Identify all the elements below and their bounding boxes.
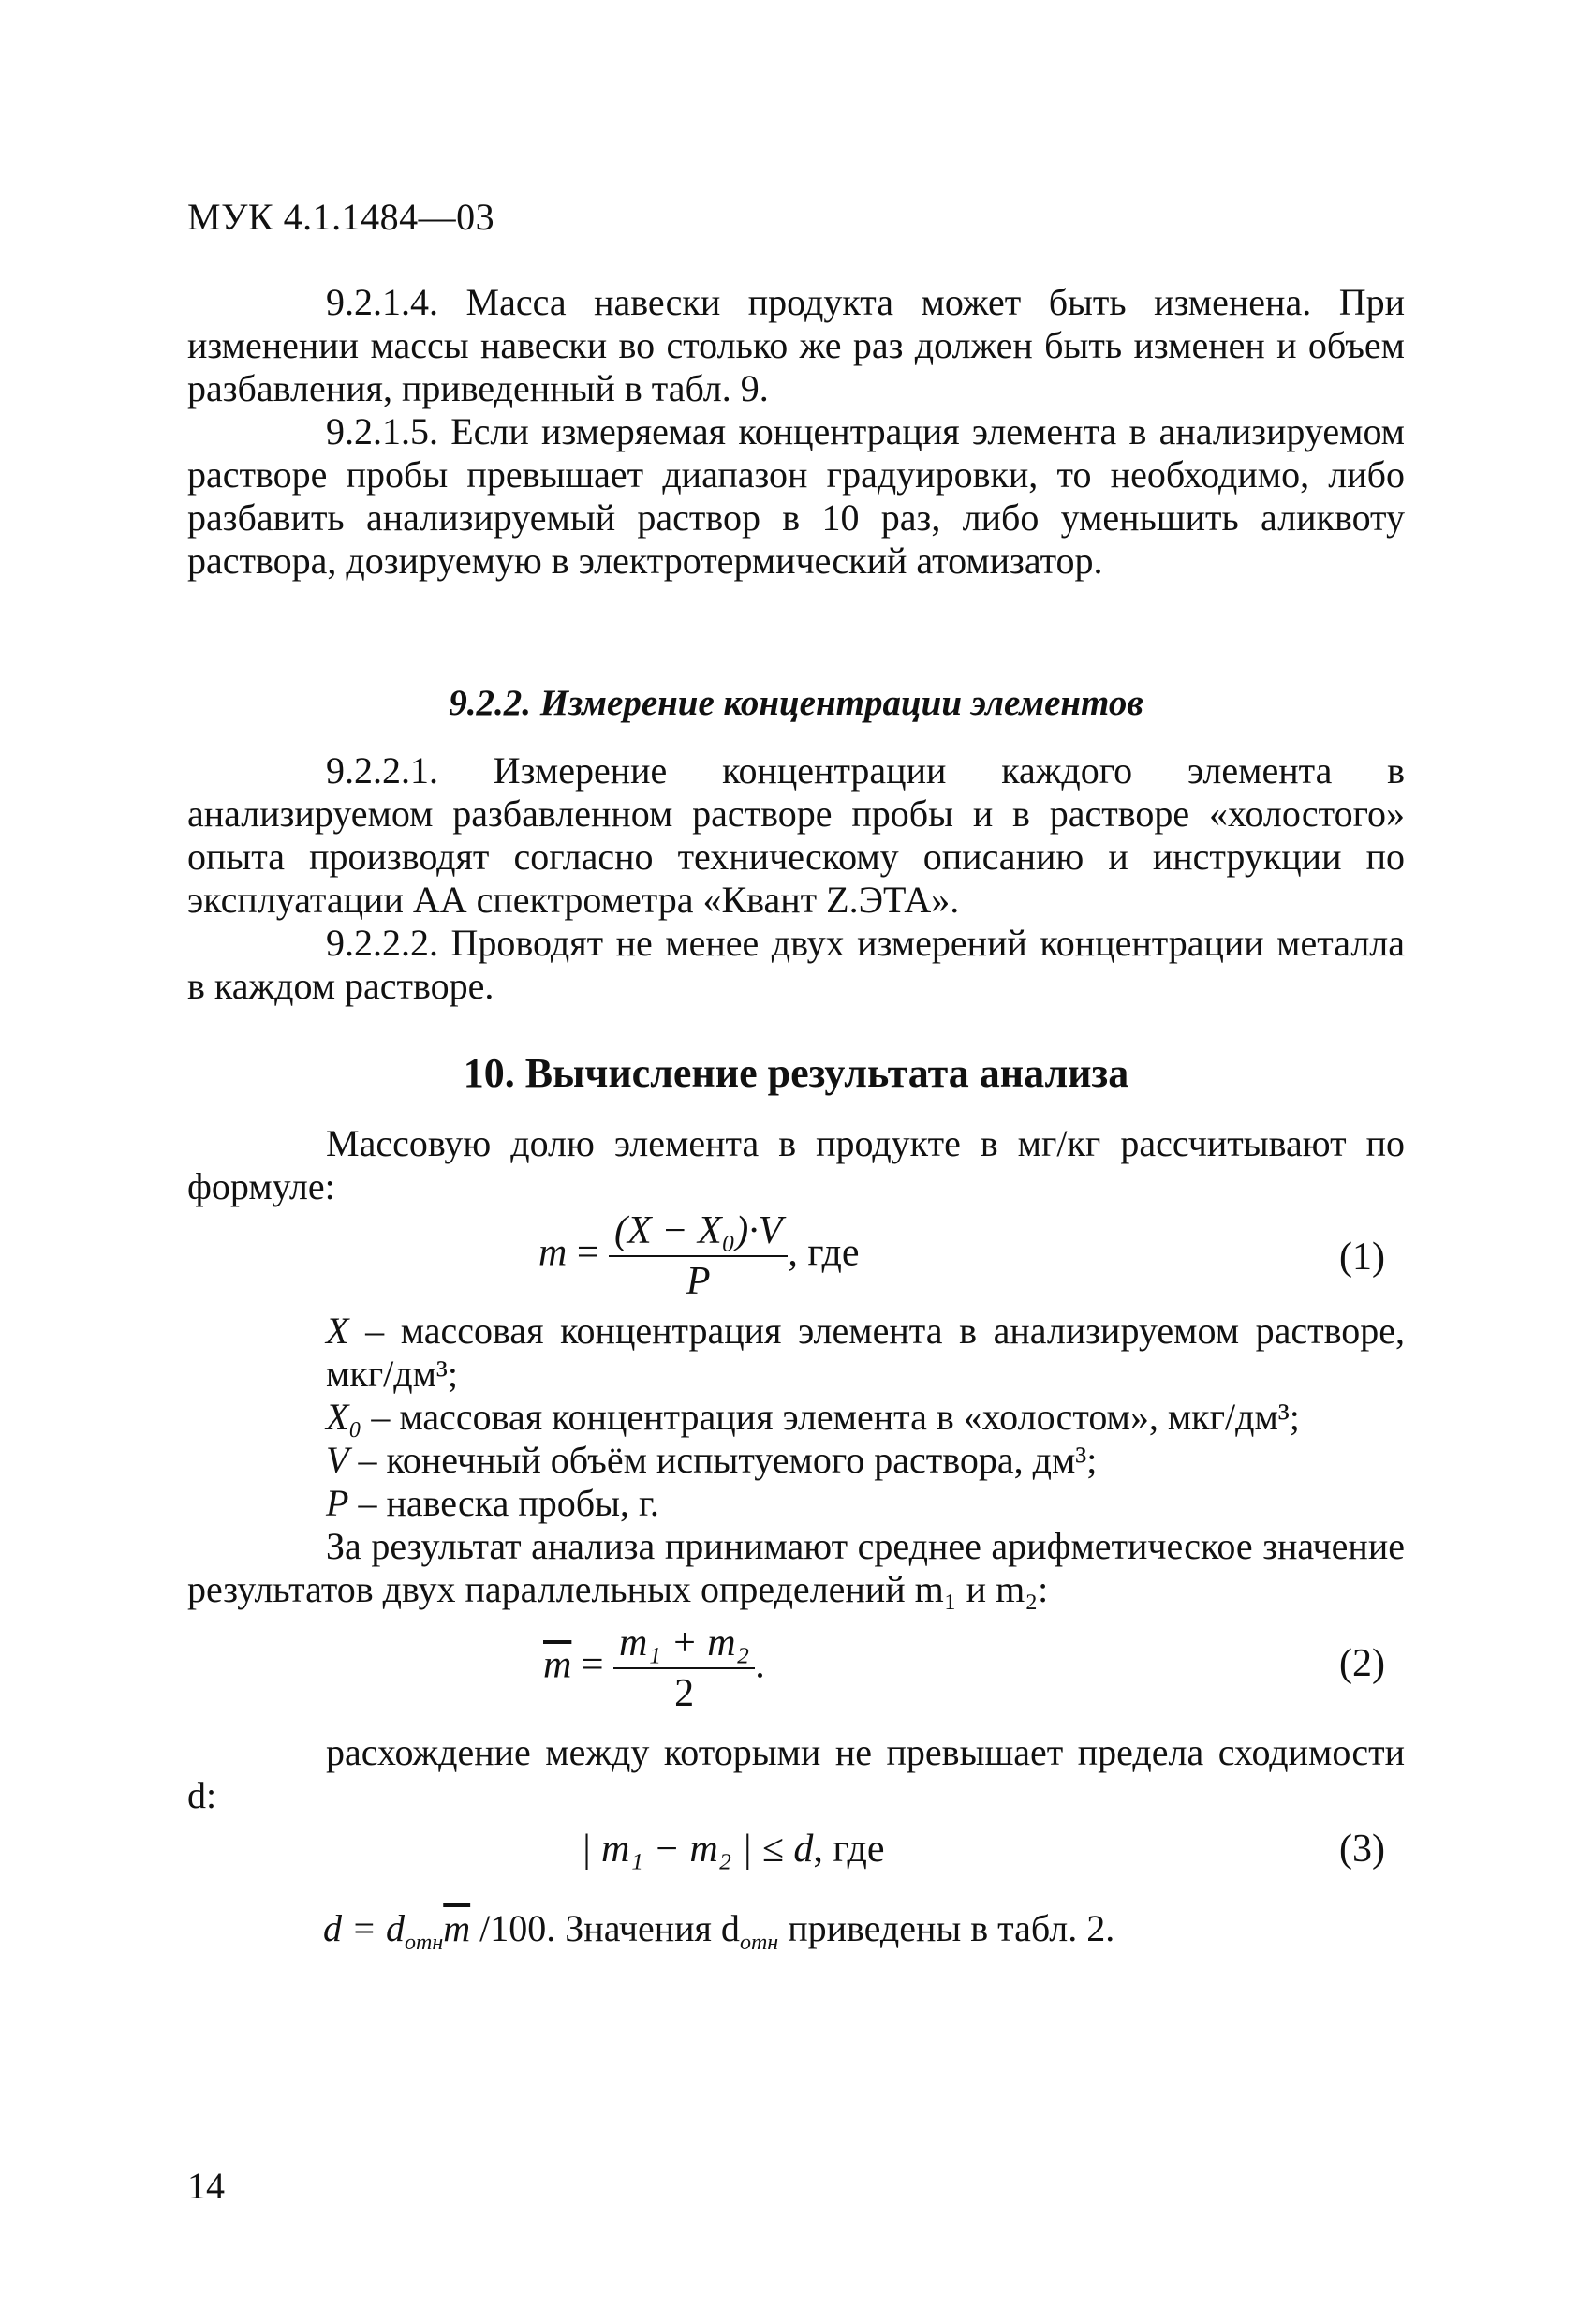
section-9-2-1 [187,281,1405,583]
formula-2 [543,1621,765,1716]
equation-number-1: (1) [1339,1236,1385,1279]
d-subscript-2: отн [739,1931,779,1955]
formula-1-numerator: (X − X₀)·V [609,1208,788,1257]
result-paragraph: За результат анализа принимают среднее арифметическое значение результатов двух параллельных определений m₁ и m₂: [187,1525,1405,1610]
formula-3-expression: | m₁ − m₂ | ≤ d [581,1828,814,1871]
formula-2-denominator: 2 [674,1672,695,1715]
formula-1 [538,1208,860,1304]
legend-x [187,1310,1405,1396]
formula-2-lhs: $\overline{m}$ [543,1643,572,1687]
legend-v-text: – конечный объём испытуемого раствора, дм³; [348,1439,1098,1481]
result-paragraph-block [187,1525,1405,1611]
d-prefix: d = d [323,1907,405,1949]
d-tail: приведены в табл. 2. [778,1907,1115,1949]
document-header: МУК 4.1.1484—03 [187,196,495,238]
equation-number-3: (3) [1339,1828,1385,1871]
formula-2-equals: = [581,1643,604,1687]
section-heading: 10. Вычисление результата анализа [463,1050,1129,1096]
formula-1-equals: = [576,1231,599,1275]
formula-3-suffix: , где [813,1828,885,1871]
calc-intro [187,1122,1405,1208]
legend-p-text: – навеска пробы, г. [348,1482,659,1524]
d-rest: /100. Значения d [470,1907,740,1949]
divergence-paragraph-block [187,1731,1405,1817]
paragraph-9-2-1-4: 9.2.1.4. Масса навески продукта может быть изменена. При изменении массы навески во столько же раз должен быть изменен и объем разбавления, приведенный в табл. 9. [187,281,1405,409]
formula-2-fraction [613,1621,755,1716]
formula-1-denominator: P [686,1260,711,1303]
paragraph-9-2-2-1: 9.2.2.1. Измерение концентрации каждого элемента в анализируемом разбавленном растворе пробы и в растворе «холостого» опыта производят согласно техническому описанию и инструкции по эксплуатации АА спектрометра «Квант Z.ЭТА». [187,749,1405,921]
legend-v [187,1439,1405,1482]
formula-2-numerator: m₁ + m₂ [613,1621,755,1669]
paragraph-9-2-1-5: 9.2.1.5. Если измеряемая концентрация элемента в анализируемом растворе пробы превышает диапазон градуировки, то необходимо, либо разбавить анализируемый раствор в 10 раз, либо уменьшить аликвоту раствора, дозируемую в электротермический атомизатор. [187,410,1405,582]
formula-1-lhs: m [538,1231,568,1275]
legend-x-symbol: X [326,1310,349,1352]
legend-p-symbol: P [326,1482,349,1524]
paragraph-9-2-2-2: 9.2.2.2. Проводят не менее двух измерений концентрации металла в каждом растворе. [187,922,1405,1007]
legend-v-symbol: V [326,1439,349,1481]
section-9-2-2 [187,749,1405,1008]
intro-paragraph: Массовую долю элемента в продукте в мг/кг рассчитывают по формуле: [187,1122,1405,1207]
subsection-heading: 9.2.2. Измерение концентрации элементов [449,683,1143,723]
legend-x-text: – массовая концентрация элемента в анализируемом растворе, мкг/дм³; [326,1310,1405,1395]
legend-x0 [187,1396,1405,1439]
d-definition-line [323,1906,1115,1955]
d-mean-m: $\overline{m}$ [443,1907,471,1949]
formula-1-suffix: , где [788,1231,860,1275]
formula-2-suffix: . [755,1643,765,1687]
legend-x0-symbol: X₀ [326,1396,362,1438]
equation-number-2: (2) [1339,1642,1385,1685]
formula-3 [581,1827,885,1872]
d-subscript: отн [405,1931,444,1955]
legend-x0-text: – массовая концентрация элемента в «холостом», мкг/дм³; [361,1396,1300,1438]
formula-1-fraction [609,1208,788,1304]
page-number: 14 [187,2165,225,2207]
legend-p [187,1482,1405,1525]
variables-legend [187,1310,1405,1525]
divergence-paragraph: расхождение между которыми не превышает предела сходимости d: [187,1731,1405,1816]
